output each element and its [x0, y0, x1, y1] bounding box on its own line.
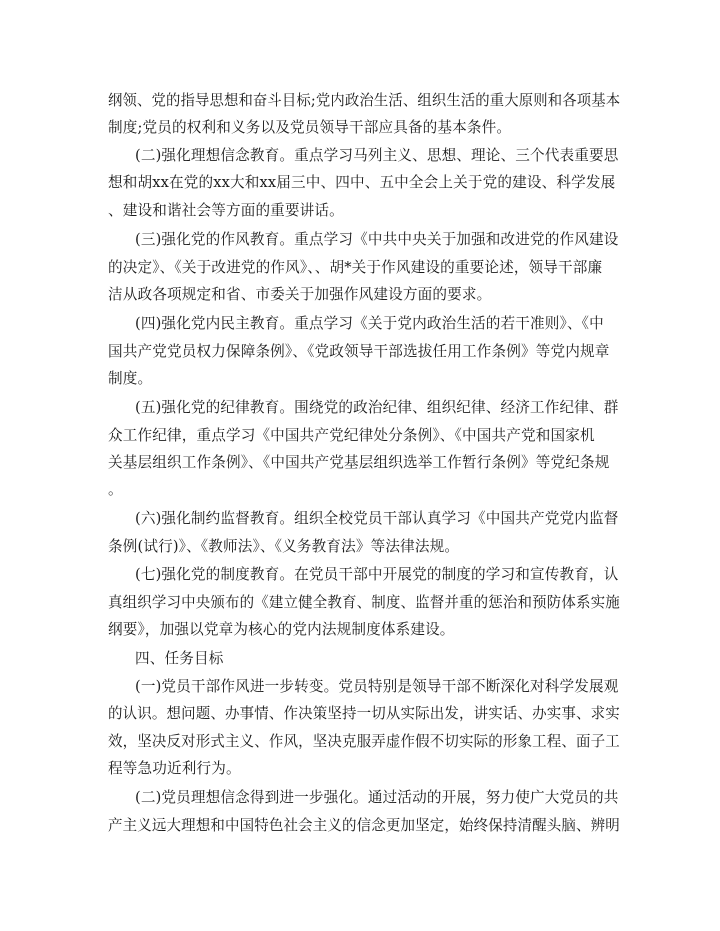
text-line: 的决定》、《关于改进党的作风》、、胡*关于作风建设的重要论述，领导干部廉	[108, 259, 603, 276]
text-line: 、建设和谐社会等方面的重要讲话。	[108, 202, 344, 219]
paragraph-start-line: (四)强化党内民主教育。重点学习《关于党内政治生活的若干准则》、《中	[135, 315, 604, 332]
text-line: 程等急功近利行为。	[108, 760, 241, 777]
text-line: 纲要》，加强以党章为核心的党内法规制度体系建设。	[108, 621, 455, 638]
text-line: 。	[108, 481, 123, 498]
text-line: 众工作纪律，重点学习《中国共产党纪律处分条例》、《中国共产党和国家机	[108, 427, 595, 444]
text-line: 关基层组织工作条例》、《中国共产党基层组织选举工作暂行条例》等党纪条规	[108, 454, 610, 471]
paragraph-start-line: (三)强化党的作风教育。重点学习《中共中央关于加强和改进党的作风建设	[135, 231, 619, 248]
paragraph-start-line: (二)党员理想信念得到进一步强化。通过活动的开展，努力使广大党员的共	[135, 789, 619, 806]
text-line: 真组织学习中央颁布的《建立健全教育、制度、监督并重的惩治和预防体系实施	[108, 594, 620, 611]
text-line: 纲领、党的指导思想和奋斗目标;党内政治生活、组织生活的重大原则和各项基本	[108, 92, 621, 109]
paragraph-start-line: (七)强化党的制度教育。在党员干部中开展党的制度的学习和宣传教育，认	[135, 566, 619, 583]
text-line: 的认识。想问题、办事情、作决策坚持一切从实际出发，讲实话、办实事、求实	[108, 705, 620, 722]
text-line: 产主义远大理想和中国特色社会主义的信念更加坚定，始终保持清醒头脑、辨明	[108, 817, 620, 834]
text-line: 制度;党员的权利和义务以及党员领导干部应具备的基本条件。	[108, 119, 512, 136]
paragraph-start-line: (二)强化理想信念教育。重点学习马列主义、思想、理论、三个代表重要思	[135, 147, 619, 164]
text-line: 条例(试行)》、《教师法》、《义务教育法》等法律法规。	[108, 538, 460, 555]
paragraph-start-line: (一)党员干部作风进一步转变。党员特别是领导干部不断深化对科学发展观	[135, 678, 619, 695]
text-line: 制度。	[108, 370, 153, 387]
text-line: 想和胡xx在党的xx大和xx届三中、四中、五中全会上关于党的建设、科学发展	[108, 174, 616, 191]
paragraph-start-line: (六)强化制约监督教育。组织全校党员干部认真学习《中国共产党党内监督	[135, 510, 619, 527]
text-line: 国共产党党员权力保障条例》、《党政领导干部选拔任用工作条例》等党内规章	[108, 343, 610, 360]
text-line: 洁从政各项规定和省、市委关于加强作风建设方面的要求。	[108, 286, 492, 303]
paragraph-start-line: (五)强化党的纪律教育。围绕党的政治纪律、组织纪律、经济工作纪律、群	[135, 399, 619, 416]
text-line: 效，坚决反对形式主义、作风，坚决克服弄虚作假不切实际的形象工程、面子工	[108, 733, 620, 750]
section-heading: 四、任务目标	[135, 650, 224, 667]
